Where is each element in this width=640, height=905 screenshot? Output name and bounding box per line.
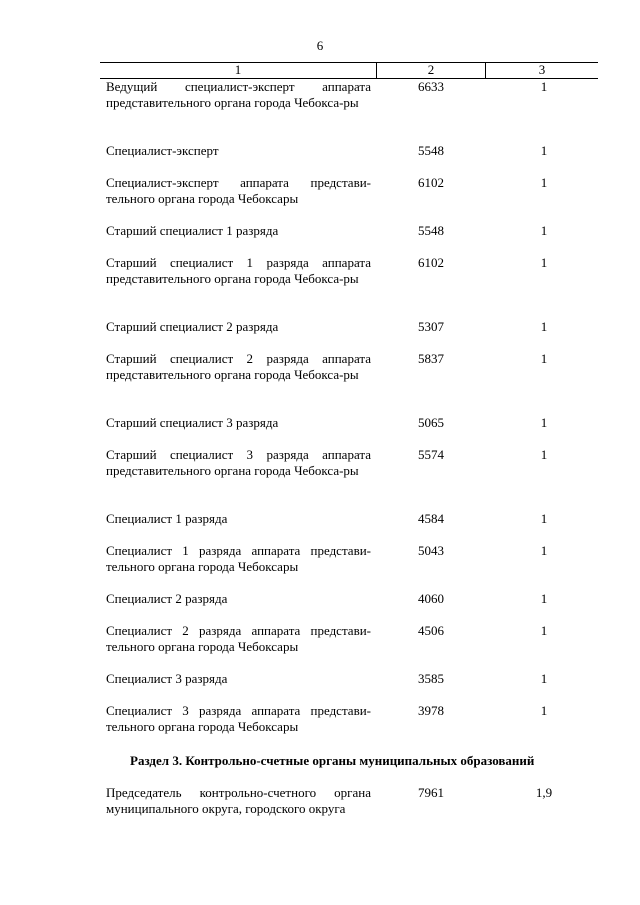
coefficient-cell: 1,9 bbox=[535, 785, 553, 800]
position-name-cell: Председатель контрольно-счетного органа муниципального округа, городского округа bbox=[106, 785, 371, 816]
code-cell: 4506 bbox=[418, 623, 444, 638]
position-name-cell: Старший специалист 3 разряда bbox=[106, 415, 279, 430]
header-col-1: 1 bbox=[100, 63, 377, 78]
position-name-cell: Ведущий специалист-эксперт аппарата представительного органа города Чебокса-ры bbox=[106, 79, 371, 110]
position-name-cell: Специалист-эксперт bbox=[106, 143, 219, 158]
code-cell: 6633 bbox=[418, 79, 444, 94]
coefficient-cell: 1 bbox=[540, 319, 548, 334]
position-name-cell: Специалист 3 разряда bbox=[106, 671, 228, 686]
position-name-cell: Специалист-эксперт аппарата представи-тельного органа города Чебоксары bbox=[106, 175, 371, 206]
code-cell: 5065 bbox=[418, 415, 444, 430]
coefficient-cell: 1 bbox=[540, 591, 548, 606]
coefficient-cell: 1 bbox=[540, 175, 548, 190]
coefficient-cell: 1 bbox=[540, 143, 548, 158]
code-cell: 6102 bbox=[418, 175, 444, 190]
position-name-cell: Старший специалист 2 разряда аппарата представительного органа города Чебокса-ры bbox=[106, 351, 371, 382]
page-number: 6 bbox=[316, 38, 324, 53]
coefficient-cell: 1 bbox=[540, 415, 548, 430]
coefficient-cell: 1 bbox=[540, 543, 548, 558]
code-cell: 5574 bbox=[418, 447, 444, 462]
position-name-cell: Специалист 2 разряда аппарата представи-тельного органа города Чебоксары bbox=[106, 623, 371, 654]
position-name-cell: Старший специалист 1 разряда аппарата представительного органа города Чебокса-ры bbox=[106, 255, 371, 286]
coefficient-cell: 1 bbox=[540, 447, 548, 462]
table-header bbox=[100, 62, 598, 79]
code-cell: 6102 bbox=[418, 255, 444, 270]
section-3-title: Раздел 3. Контрольно-счетные органы муниципальных образований bbox=[130, 753, 535, 768]
code-cell: 3978 bbox=[418, 703, 444, 718]
coefficient-cell: 1 bbox=[540, 623, 548, 638]
coefficient-cell: 1 bbox=[540, 671, 548, 686]
coefficient-cell: 1 bbox=[540, 223, 548, 238]
code-cell: 3585 bbox=[418, 671, 444, 686]
position-name-cell: Старший специалист 2 разряда bbox=[106, 319, 279, 334]
code-cell: 5043 bbox=[418, 543, 444, 558]
coefficient-cell: 1 bbox=[540, 703, 548, 718]
code-cell: 4584 bbox=[418, 511, 444, 526]
code-cell: 5548 bbox=[418, 143, 444, 158]
position-name-cell: Специалист 1 разряда аппарата представи-тельного органа города Чебоксары bbox=[106, 543, 371, 574]
coefficient-cell: 1 bbox=[540, 511, 548, 526]
code-cell: 4060 bbox=[418, 591, 444, 606]
coefficient-cell: 1 bbox=[540, 79, 548, 94]
code-cell: 5307 bbox=[418, 319, 444, 334]
position-name-cell: Старший специалист 1 разряда bbox=[106, 223, 279, 238]
coefficient-cell: 1 bbox=[540, 255, 548, 270]
position-name-cell: Старший специалист 3 разряда аппарата представительного органа города Чебокса-ры bbox=[106, 447, 371, 478]
code-cell: 7961 bbox=[418, 785, 444, 800]
position-name-cell: Специалист 3 разряда аппарата представи-тельного органа города Чебоксары bbox=[106, 703, 371, 734]
position-name-cell: Специалист 2 разряда bbox=[106, 591, 228, 606]
code-cell: 5837 bbox=[418, 351, 444, 366]
code-cell: 5548 bbox=[418, 223, 444, 238]
position-name-cell: Специалист 1 разряда bbox=[106, 511, 228, 526]
header-col-2: 2 bbox=[377, 63, 486, 78]
header-col-3: 3 bbox=[538, 62, 546, 77]
coefficient-cell: 1 bbox=[540, 351, 548, 366]
